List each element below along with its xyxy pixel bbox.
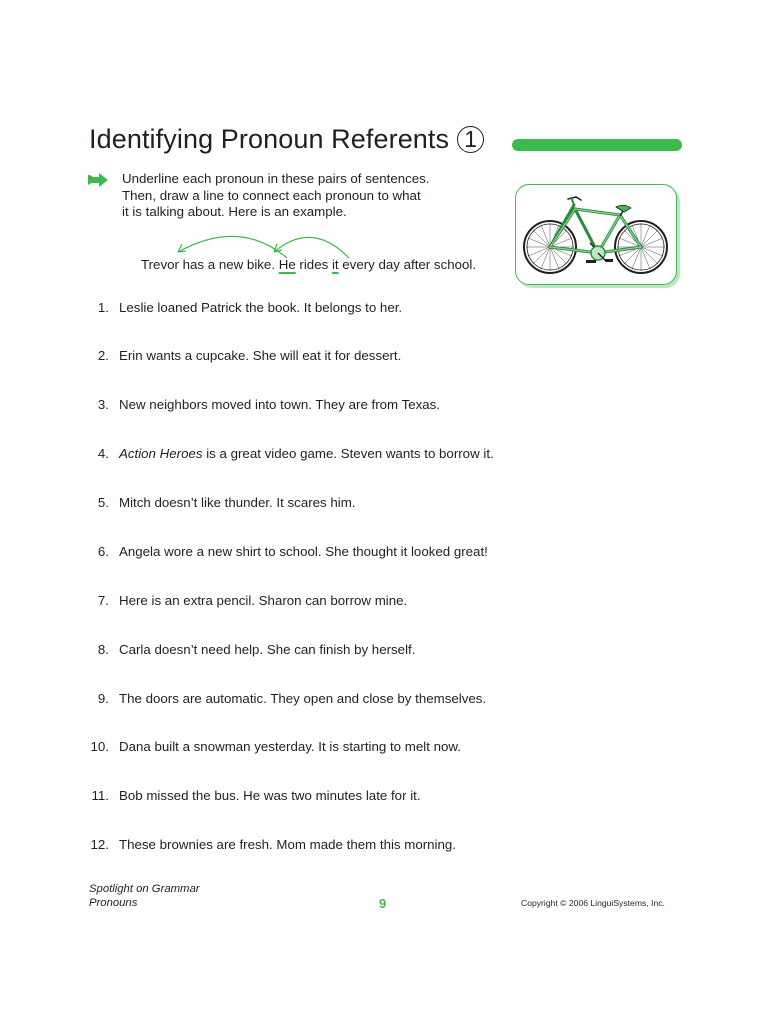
arrow-right-icon (87, 172, 109, 188)
item-text: These brownies are fresh. Mom made them this morning. (119, 837, 456, 852)
item-number: 4. (97, 446, 109, 461)
item-number: 12. (90, 837, 109, 852)
lesson-number-badge: 1 (457, 126, 484, 153)
item-number: 8. (97, 642, 109, 657)
item-number: 5. (97, 495, 109, 510)
copyright-notice: Copyright © 2006 LinguiSystems, Inc. (521, 898, 665, 908)
instruction-line: Underline each pronoun in these pairs of sentences. (122, 171, 430, 186)
example-part: rides (295, 257, 332, 272)
item-text: Dana built a snowman yesterday. It is starting to melt now. (119, 739, 461, 754)
footer-series-title: Spotlight on Grammar (89, 883, 200, 895)
item-number: 1. (97, 300, 109, 315)
example-pronoun: He (278, 257, 296, 272)
item-text (119, 446, 494, 461)
instructions (122, 171, 462, 221)
item-text-rest: is a great video game. Steven wants to borrow it. (202, 446, 494, 461)
item-text: Mitch doesn’t like thunder. It scares him. (119, 495, 356, 510)
item-number: 7. (97, 593, 109, 608)
item-number: 3. (97, 397, 109, 412)
item-number: 9. (97, 691, 109, 706)
bicycle-icon (520, 191, 672, 279)
item-number: 11. (91, 788, 109, 803)
item-text: Erin wants a cupcake. She will eat it for dessert. (119, 348, 402, 363)
page-number: 9 (379, 896, 387, 911)
example-part: every day after school. (338, 257, 477, 272)
item-number: 10. (90, 739, 109, 754)
game-title: Action Heroes (119, 446, 203, 461)
item-number: 6. (97, 544, 109, 559)
instruction-line: it is talking about. Here is an example. (122, 204, 347, 219)
bicycle-illustration (515, 184, 677, 285)
example-connector-arrows (160, 224, 360, 260)
item-text: Angela wore a new shirt to school. She thought it looked great! (119, 544, 488, 559)
item-text: The doors are automatic. They open and close by themselves. (119, 691, 487, 706)
item-number: 2. (97, 348, 109, 363)
page-title: Identifying Pronoun Referents (89, 124, 450, 154)
item-text: Here is an extra pencil. Sharon can borrow mine. (119, 593, 408, 608)
example-part: Trevor has a new bike. (141, 257, 279, 272)
footer-series (89, 882, 200, 910)
item-text: New neighbors moved into town. They are from Texas. (119, 397, 441, 412)
example-pronoun: it (331, 257, 339, 272)
title-accent-bar (512, 139, 682, 151)
title-row (89, 124, 484, 155)
item-text: Bob missed the bus. He was two minutes late for it. (119, 788, 421, 803)
footer-book-title: Pronouns (89, 897, 138, 909)
item-text: Carla doesn’t need help. She can finish by herself. (119, 642, 416, 657)
example-sentence (141, 257, 476, 272)
instruction-line: Then, draw a line to connect each pronoun to what (122, 187, 421, 203)
item-text: Leslie loaned Patrick the book. It belongs to her. (119, 300, 403, 315)
